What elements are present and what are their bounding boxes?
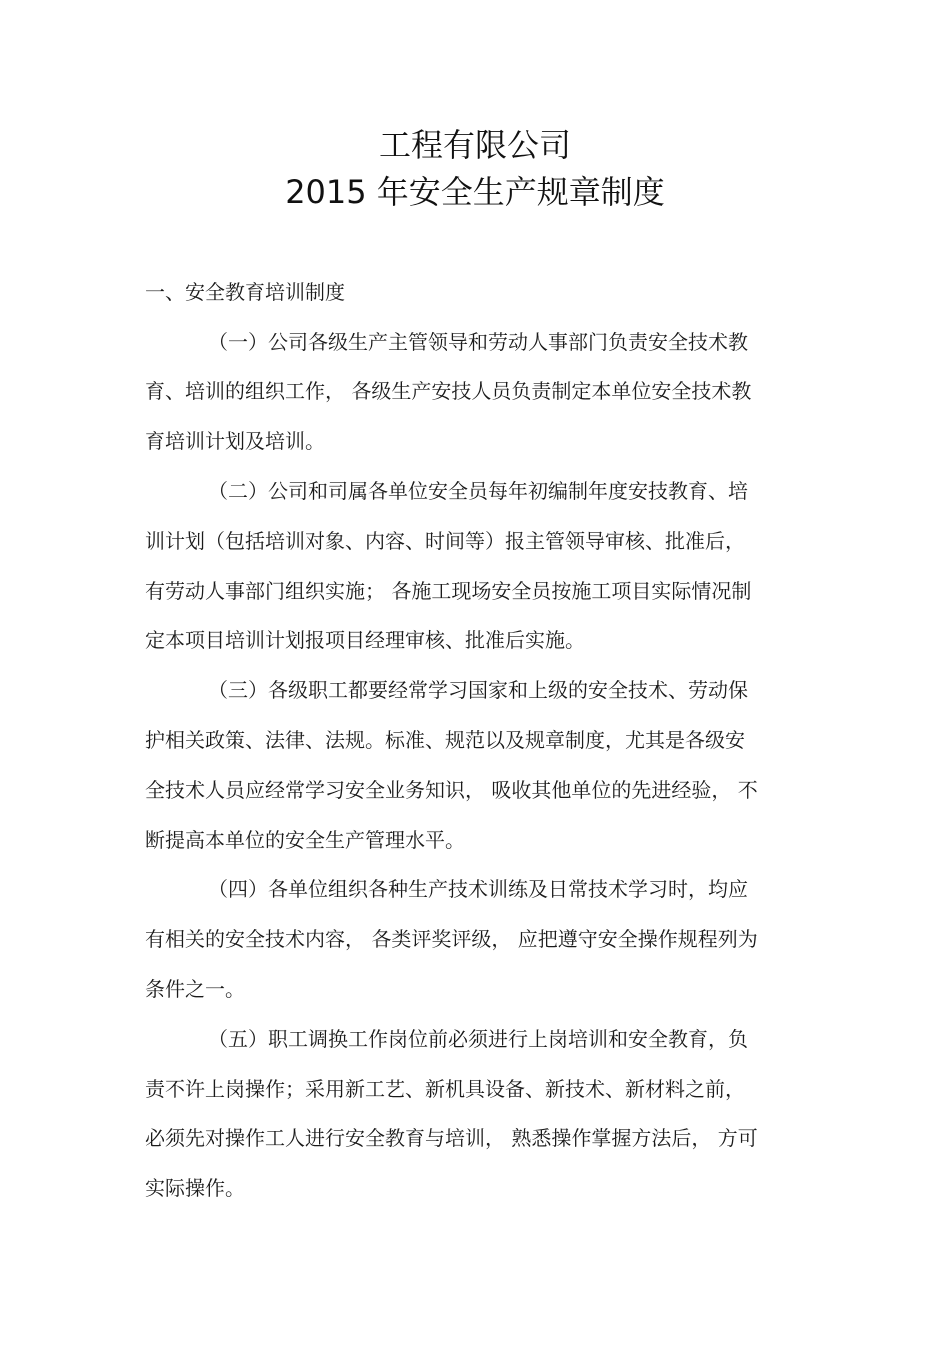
paragraph-2-line-3: 有劳动人事部门组织实施； 各施工现场安全员按施工项目实际情况制 bbox=[145, 579, 752, 603]
paragraph-2-line-4: 定本项目培训计划报项目经理审核、批准后实施。 bbox=[145, 628, 585, 652]
paragraph-3-line-2: 护相关政策、法律、法规。标准、规范以及规章制度，尤其是各级安 bbox=[145, 728, 745, 752]
paragraph-5-line-2: 责不许上岗操作；采用新工艺、新机具设备、新技术、新材料之前， bbox=[145, 1077, 745, 1101]
paragraph-4-line-3: 条件之一。 bbox=[145, 977, 245, 1001]
paragraph-4-line-1: （四）各单位组织各种生产技术训练及日常技术学习时，均应 bbox=[208, 877, 748, 901]
paragraph-3-line-1: （三）各级职工都要经常学习国家和上级的安全技术、劳动保 bbox=[208, 678, 748, 702]
paragraph-5-line-3: 必须先对操作工人进行安全教育与培训， 熟悉操作掌握方法后， 方可 bbox=[145, 1126, 758, 1150]
paragraph-3-line-3: 全技术人员应经常学习安全业务知识， 吸收其他单位的先进经验， 不 bbox=[145, 778, 758, 802]
paragraph-1-line-2: 育、培训的组织工作， 各级生产安技人员负责制定本单位安全技术教 bbox=[145, 379, 752, 403]
document-title-line-2: 2015 年安全生产规章制度 bbox=[285, 173, 665, 211]
section-heading: 一、安全教育培训制度 bbox=[145, 280, 345, 304]
paragraph-5-line-4: 实际操作。 bbox=[145, 1176, 245, 1200]
paragraph-3-line-4: 断提高本单位的安全生产管理水平。 bbox=[145, 828, 465, 852]
paragraph-4-line-2: 有相关的安全技术内容， 各类评奖评级， 应把遵守安全操作规程列为 bbox=[145, 927, 758, 951]
paragraph-5-line-1: （五）职工调换工作岗位前必须进行上岗培训和安全教育，负 bbox=[208, 1027, 748, 1051]
paragraph-2-line-2: 训计划（包括培训对象、内容、时间等）报主管领导审核、批准后， bbox=[145, 529, 745, 553]
paragraph-2-line-1: （二）公司和司属各单位安全员每年初编制年度安技教育、培 bbox=[208, 479, 748, 503]
paragraph-1-line-1: （一）公司各级生产主管领导和劳动人事部门负责安全技术教 bbox=[208, 330, 748, 354]
paragraph-1-line-3: 育培训计划及培训。 bbox=[145, 429, 325, 453]
document-title-line-1: 工程有限公司 bbox=[378, 126, 571, 164]
